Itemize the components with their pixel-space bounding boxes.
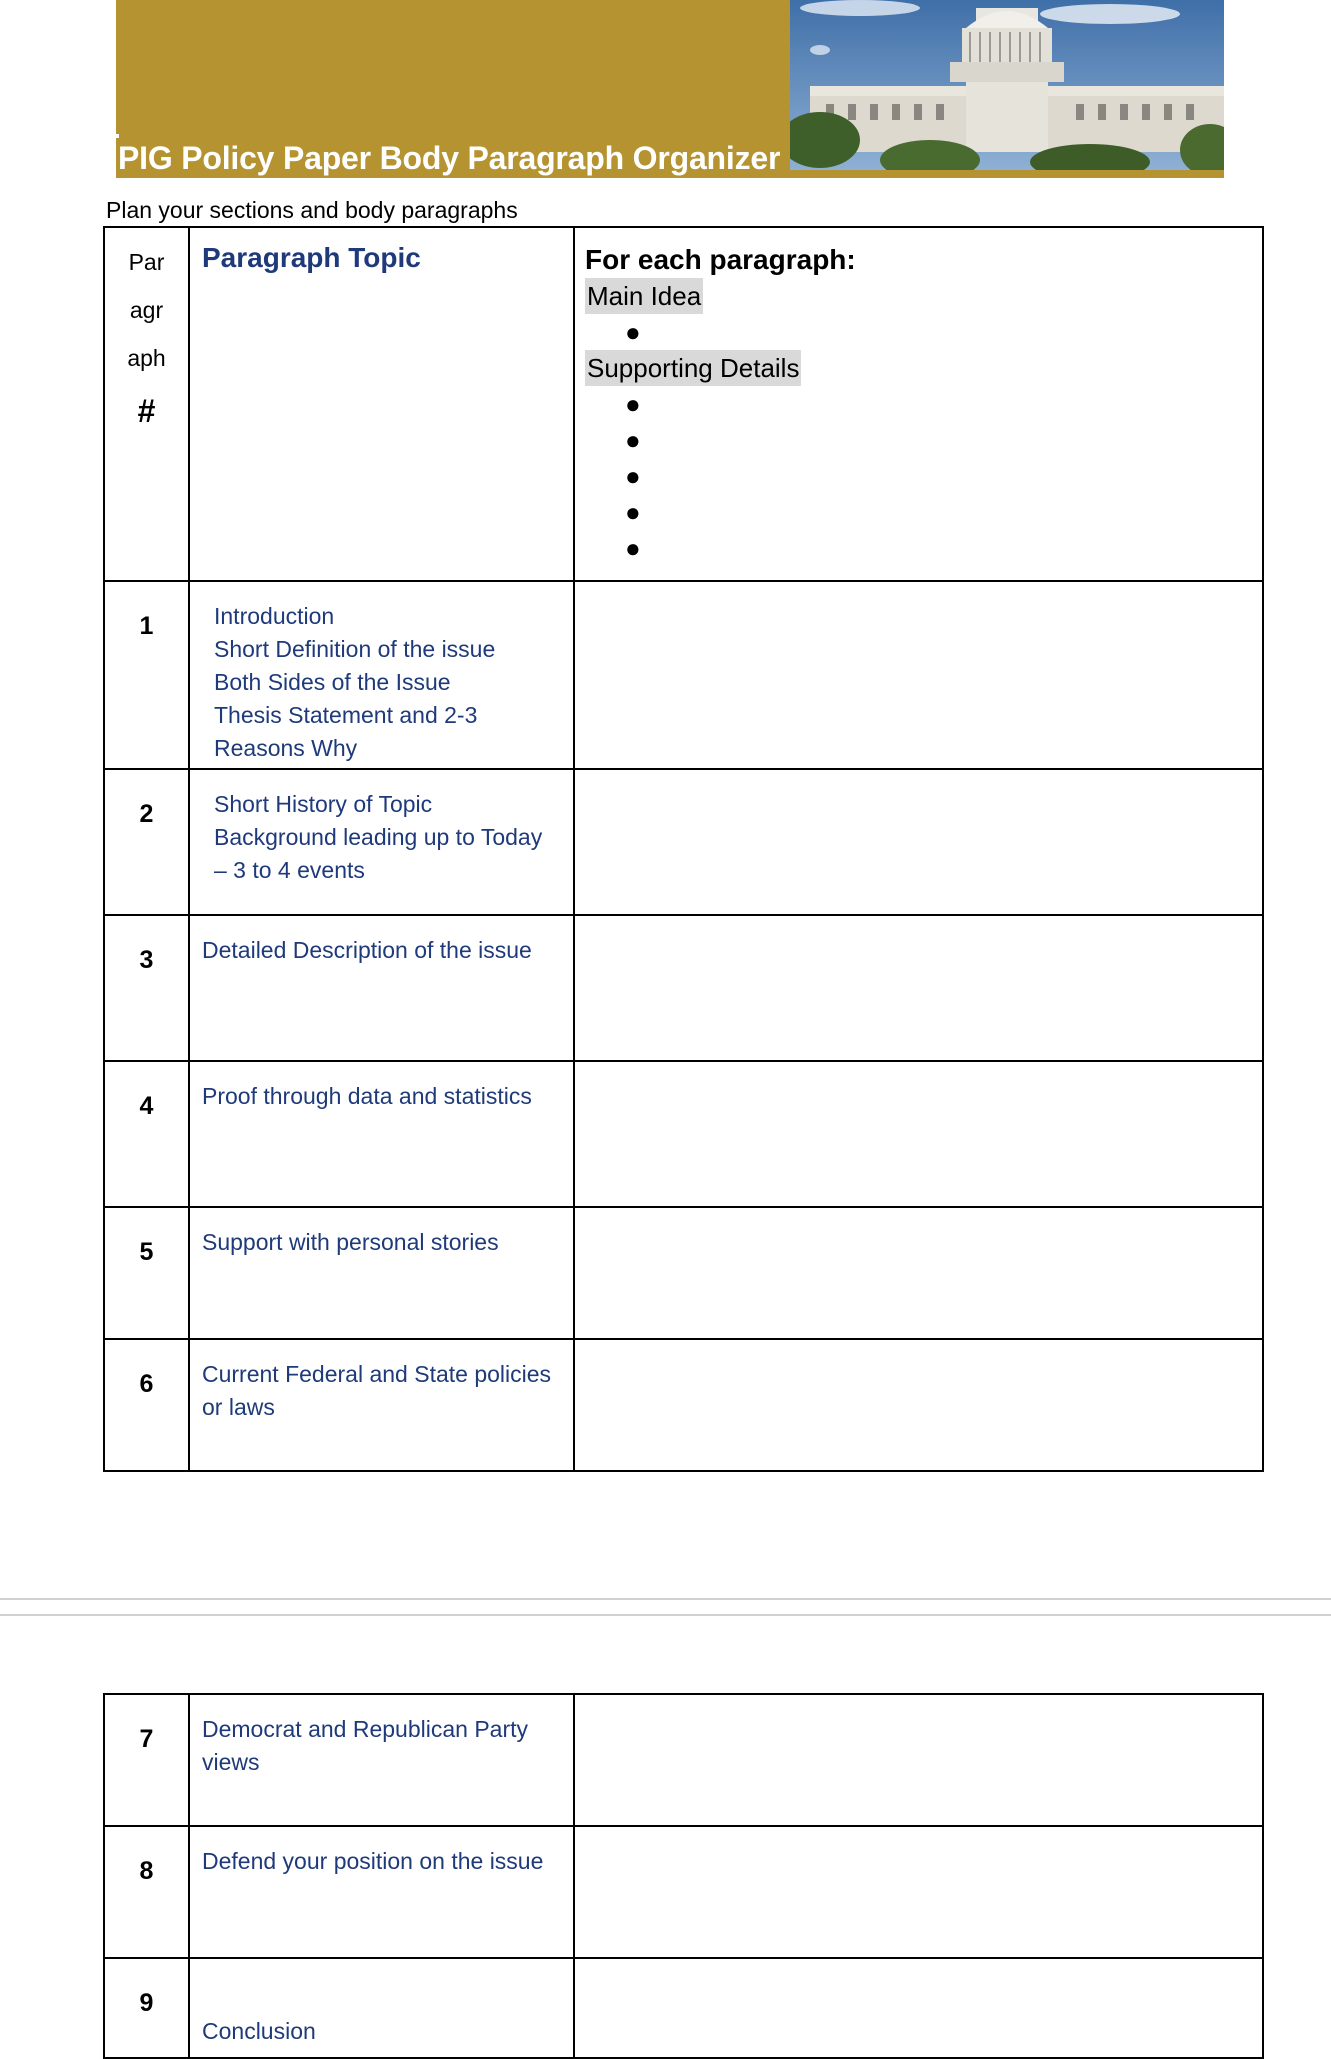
topic-line: Both Sides of the Issue xyxy=(214,669,451,695)
capitol-building-photo xyxy=(790,0,1224,170)
paragraph-topic-label: Paragraph Topic xyxy=(202,242,421,273)
paragraph-topic xyxy=(189,769,574,915)
topic-line: or laws xyxy=(202,1394,275,1420)
table-row xyxy=(104,1061,1263,1207)
page-title: PIG Policy Paper Body Paragraph Organizer xyxy=(116,138,786,178)
table-row xyxy=(104,581,1263,769)
writing-area[interactable] xyxy=(574,581,1263,769)
topic-line: Thesis Statement and 2-3 xyxy=(214,702,478,728)
topic-line: Support with personal stories xyxy=(202,1229,499,1255)
paragraph-number: 9 xyxy=(104,1958,189,2058)
paragraph-number: 7 xyxy=(104,1694,189,1826)
paragraph-topic xyxy=(189,1207,574,1339)
paragraph-topic xyxy=(189,1958,574,2058)
page-break-divider xyxy=(0,1598,1331,1616)
table-row xyxy=(104,1339,1263,1471)
topic-line: Conclusion xyxy=(202,2018,316,2044)
paragraph-number: 3 xyxy=(104,915,189,1061)
paragraph-number: 5 xyxy=(104,1207,189,1339)
table-row xyxy=(104,1207,1263,1339)
header-num-line: Par xyxy=(128,249,165,275)
topic-line: – 3 to 4 events xyxy=(214,857,365,883)
topic-line: Detailed Description of the issue xyxy=(202,937,532,963)
writing-area[interactable] xyxy=(574,1958,1263,2058)
instructions-header xyxy=(574,227,1263,581)
header-num-line: agr xyxy=(129,297,164,323)
topic-line: Reasons Why xyxy=(214,735,358,761)
table-row xyxy=(104,1694,1263,1826)
topic-line: Short History of Topic xyxy=(214,791,433,817)
topic-line: Defend your position on the issue xyxy=(202,1848,544,1874)
writing-area[interactable] xyxy=(574,1826,1263,1958)
writing-area[interactable] xyxy=(574,1207,1263,1339)
organizer-table-page1 xyxy=(103,226,1264,1472)
for-each-paragraph-label: For each paragraph: xyxy=(585,244,856,275)
bullet-icon: ● xyxy=(625,317,641,347)
topic-line: Introduction xyxy=(214,603,335,629)
paragraph-topic xyxy=(189,1061,574,1207)
table-row xyxy=(104,915,1263,1061)
page-subtitle: Plan your sections and body paragraphs xyxy=(106,197,518,223)
supporting-details-label: Supporting Details xyxy=(585,350,801,386)
paragraph-number: 6 xyxy=(104,1339,189,1471)
paragraph-number: 1 xyxy=(104,581,189,769)
writing-area[interactable] xyxy=(574,769,1263,915)
paragraph-number: 8 xyxy=(104,1826,189,1958)
topic-line: views xyxy=(202,1749,260,1775)
paragraph-topic xyxy=(189,1826,574,1958)
writing-area[interactable] xyxy=(574,1694,1263,1826)
table-row xyxy=(104,769,1263,915)
bullet-icon: ● xyxy=(625,389,641,419)
table-row xyxy=(104,1826,1263,1958)
organizer-table-page2 xyxy=(103,1693,1264,2059)
bullet-icon: ● xyxy=(625,461,641,491)
topic-line: Short Definition of the issue xyxy=(214,636,496,662)
table-row xyxy=(104,1958,1263,2058)
paragraph-topic xyxy=(189,1694,574,1826)
topic-line: Proof through data and statistics xyxy=(202,1083,532,1109)
topic-line: Background leading up to Today xyxy=(214,824,543,850)
paragraph-topic-header xyxy=(189,227,574,581)
header-banner xyxy=(116,0,1224,178)
topic-line: Democrat and Republican Party xyxy=(202,1716,528,1742)
paragraph-number: 4 xyxy=(104,1061,189,1207)
paragraph-topic xyxy=(189,1339,574,1471)
writing-area[interactable] xyxy=(574,1061,1263,1207)
bullet-icon: ● xyxy=(625,497,641,527)
paragraph-number-header xyxy=(104,227,189,581)
paragraph-topic xyxy=(189,915,574,1061)
writing-area[interactable] xyxy=(574,1339,1263,1471)
paragraph-topic xyxy=(189,581,574,769)
header-hash-symbol: # xyxy=(137,393,156,429)
main-idea-label: Main Idea xyxy=(585,278,703,314)
writing-area[interactable] xyxy=(574,915,1263,1061)
bullet-icon: ● xyxy=(625,425,641,455)
table-header-row xyxy=(104,227,1263,581)
bullet-icon: ● xyxy=(625,533,641,563)
header-num-line: aph xyxy=(127,345,166,371)
paragraph-number: 2 xyxy=(104,769,189,915)
topic-line: Current Federal and State policies xyxy=(202,1361,552,1387)
